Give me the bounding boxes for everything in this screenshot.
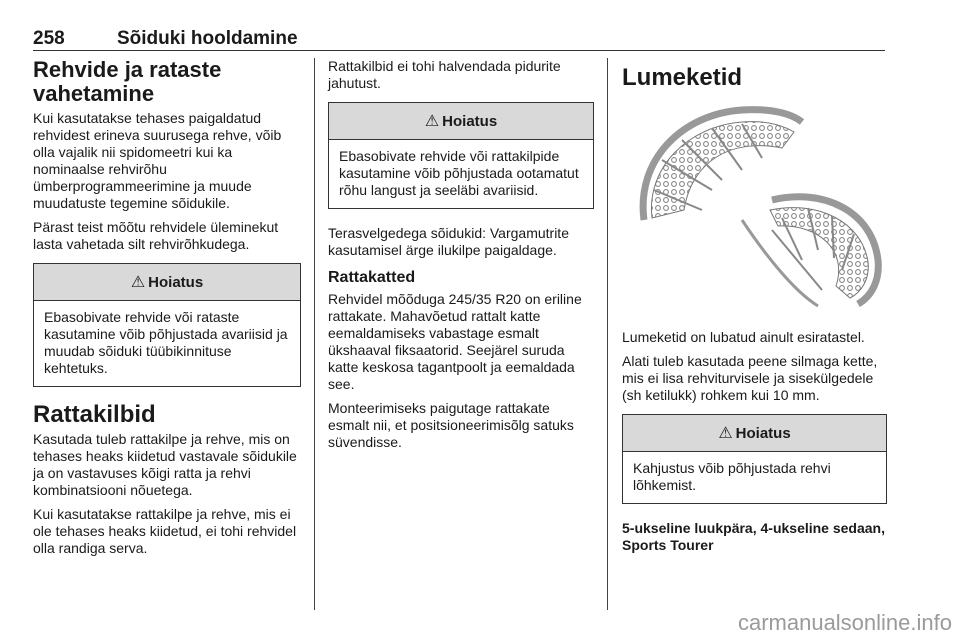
model-caption: 5-ukseline luukpära, 4-ukseline sedaan, Sports Tourer — [622, 520, 885, 553]
warning-text: Ebasobivate rehvide või rataste kasutamine võib põhjustada avariisid ja muudab sõiduki tüübikinnituse kehtetuks. — [44, 309, 288, 376]
column-divider — [607, 58, 608, 610]
subheading-hubcaps: Rattakatted — [328, 269, 416, 286]
warning-title: Hoiatus — [735, 424, 791, 442]
paragraph: Rattakilbid ei tohi halvendada pidurite jahutust. — [328, 58, 561, 91]
section-heading-tire-change: Rehvide ja rataste vahetamine — [33, 57, 222, 106]
section-heading-snow-chains: Lumeketid — [622, 64, 743, 91]
warning-triangle-icon: ⚠ — [130, 274, 146, 291]
paragraph: Kasutada tuleb rattakilpe ja rehve, mis on tehases heaks kiidetud vastavale sõidukile ja on vastavuses kõigi ratta ja rehvi kombinatsiooni nõuetega. — [33, 431, 297, 498]
paragraph: Monteerimiseks paigutage rattakate esmalt nii, et positsioneerimisõlg satuks süvendisse. — [328, 400, 574, 450]
paragraph: Terasvelgedega sõidukid: Vargamutrite kasutamisel ärge ilukilpe paigaldage. — [328, 225, 569, 258]
column-2 — [328, 58, 594, 458]
warning-header — [623, 415, 886, 452]
column-1 — [33, 58, 301, 564]
paragraph: Kui kasutatakse tehases paigaldatud rehvidest erineva suurusega rehve, võib olla vajalik nii spidomeetri kui ka nominaalse rehvirõhu ümberprogrammeerimine ja muude muudatuste tegemine sõidukile. — [33, 110, 282, 211]
warning-box — [328, 102, 594, 209]
warning-header — [34, 264, 300, 301]
warning-box — [622, 414, 887, 504]
page-header — [33, 28, 885, 51]
paragraph: Rehvidel mõõduga 245/35 R20 on eriline rattakate. Mahavõetud rattalt katte eemaldamiseks vabastage esmalt ükshaaval fiksaatorid. Seejärel suruda katte keskosa tagantpoolt ja eemaldada see. — [328, 291, 582, 392]
warning-triangle-icon: ⚠ — [718, 425, 733, 442]
warning-box — [33, 263, 301, 387]
paragraph: Lumeketid on lubatud ainult esiratastel. — [622, 329, 865, 345]
warning-text: Ebasobivate rehvide või rattakilpide kasutamine võib põhjustada ootamatut rõhu langust ja seeläbi avariisid. — [339, 148, 579, 198]
warning-title: Hoiatus — [442, 112, 498, 130]
snow-chain-illustration — [622, 100, 884, 314]
running-title: Sõiduki hooldamine — [117, 28, 298, 49]
warning-text: Kahjustus võib põhjustada rehvi lõhkemist. — [633, 460, 831, 493]
column-3 — [622, 58, 887, 554]
section-heading-wheel-covers: Rattakilbid — [33, 401, 156, 428]
column-divider — [314, 58, 315, 610]
paragraph: Pärast teist mõõtu rehvidele üleminekut lasta vahetada silt rehvirõhkudega. — [33, 219, 279, 252]
paragraph: Kui kasutatakse rattakilpe ja rehve, mis ei ole tehases heaks kiidetud, ei tohi rehvidel olla randiga serva. — [33, 506, 297, 556]
watermark: carmanualsonline.info — [737, 610, 952, 635]
warning-header — [329, 103, 593, 140]
warning-title: Hoiatus — [148, 273, 204, 291]
page-number: 258 — [33, 28, 65, 49]
paragraph: Alati tuleb kasutada peene silmaga kette, mis ei lisa rehviturvisele ja sisekülgedele (sh ketilukk) rohkem kui 10 mm. — [622, 353, 878, 403]
warning-triangle-icon: ⚠ — [424, 113, 440, 130]
